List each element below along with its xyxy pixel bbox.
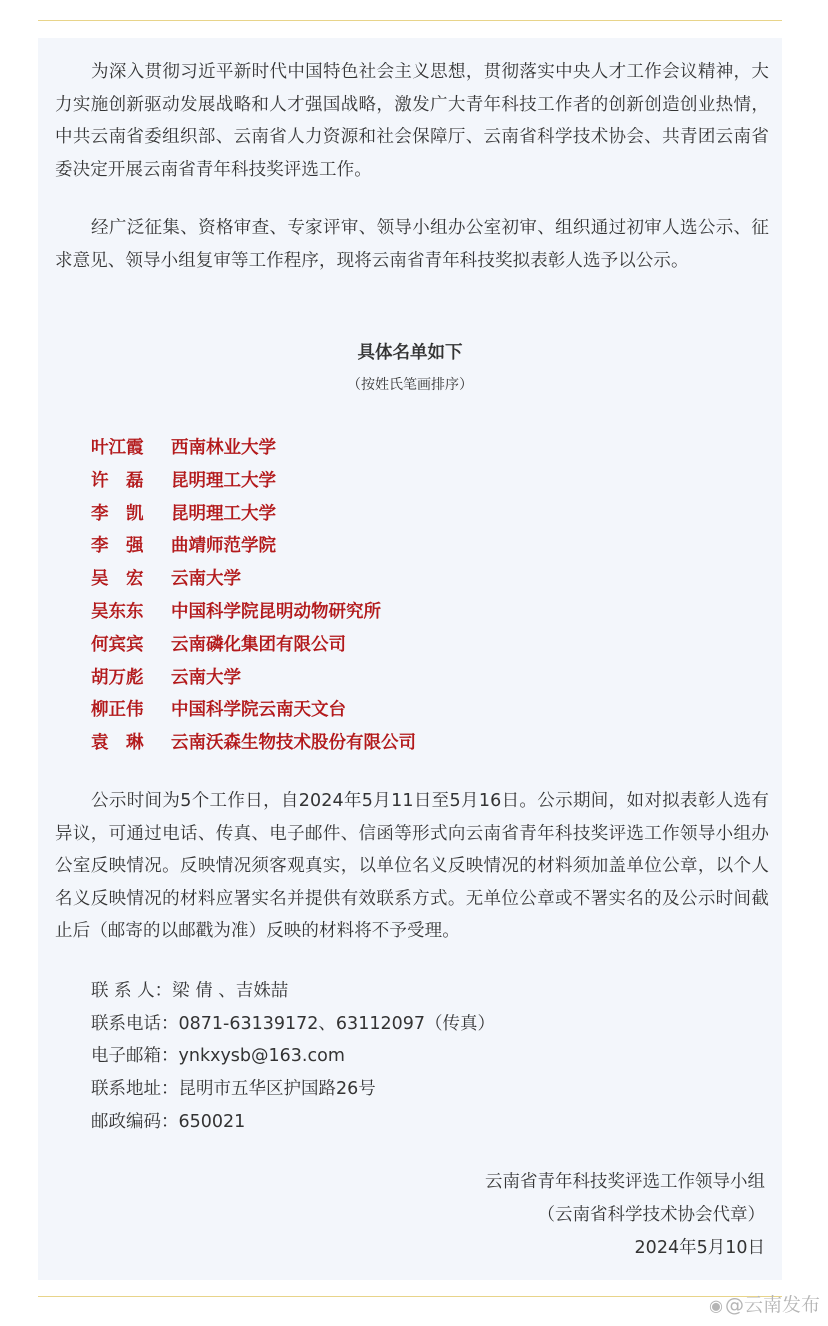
signature-seal: （云南省科学技术协会代章） <box>537 1205 765 1225</box>
intro-paragraph: 为深入贯彻习近平新时代中国特色社会主义思想，贯彻落实中央人才工作会议精神，大力实施创新驱动发展战略和人才强国战略，激发广大青年科技工作者的创新创造创业热情，中共云南省委组织部、云南省人力资源和社会保障厅、云南省科学技术协会、共青团云南省委决定开展云南省青年科技奖评选工作。 <box>55 62 769 180</box>
signature-org: 云南省青年科技奖评选工作领导小组 <box>485 1172 765 1192</box>
list-note: （按姓氏笔画排序） <box>347 377 473 393</box>
source-watermark <box>709 1290 820 1317</box>
weibo-icon: ◉ <box>709 1296 723 1315</box>
nominee-name: 吴 宏 <box>91 569 144 590</box>
nominee-row <box>91 694 416 727</box>
nominee-org: 云南沃森生物技术股份有限公司 <box>171 733 416 754</box>
top-divider <box>38 20 782 21</box>
nominee-org: 云南磷化集团有限公司 <box>171 634 346 655</box>
contact-email: 电子邮箱：ynkxysb@163.com <box>91 1046 345 1067</box>
nominee-name: 柳正伟 <box>91 700 144 721</box>
nominee-name: 叶江霞 <box>91 438 144 458</box>
nominee-org: 中国科学院云南天文台 <box>171 700 346 721</box>
nominee-row <box>91 727 416 760</box>
nominee-org: 云南大学 <box>171 569 241 590</box>
contact-phone: 联系电话：0871-63139172、63112097（传真） <box>91 1013 495 1034</box>
nominee-row <box>91 498 416 531</box>
bottom-divider <box>38 1296 782 1297</box>
nominee-name: 李 强 <box>91 536 144 557</box>
nominee-org: 云南大学 <box>171 667 241 688</box>
nominee-row <box>91 629 416 662</box>
nominee-row <box>91 465 416 498</box>
nominee-org: 中国科学院昆明动物研究所 <box>171 601 381 622</box>
nominee-org: 昆明理工大学 <box>171 470 276 491</box>
nominee-row <box>91 432 416 465</box>
nominee-row <box>91 662 416 695</box>
nominee-row <box>91 530 416 563</box>
signature-date: 2024年5月10日 <box>634 1238 765 1258</box>
nominee-name: 吴东东 <box>91 601 144 622</box>
notice-paragraph: 公示时间为5个工作日，自2024年5月11日至5月16日。公示期间，如对拟表彰人选有异议，可通过电话、传真、电子邮件、信函等形式向云南省青年科技奖评选工作领导小组办公室反映情况。反映情况须客观真实，以单位名义反映情况的材料须加盖单位公章，以个人名义反映情况的材料应署实名并提供有效联系方式。无单位公章或不署实名的及公示时间截止后（邮寄的以邮戳为准）反映的材料将不予受理。 <box>55 791 769 941</box>
nominee-name: 何宾宾 <box>91 634 144 655</box>
nominee-name: 胡万彪 <box>91 667 144 688</box>
nominee-org: 昆明理工大学 <box>171 503 276 524</box>
nominee-row <box>91 596 416 629</box>
nominee-list <box>91 432 416 760</box>
contact-person: 联 系 人：梁 倩 、吉姝喆 <box>91 981 289 1001</box>
contact-list <box>91 975 495 1138</box>
nominee-name: 李 凯 <box>91 503 144 524</box>
watermark-text: @云南发布 <box>724 1294 820 1316</box>
contact-postcode: 邮政编码：650021 <box>91 1111 246 1132</box>
nominee-org: 曲靖师范学院 <box>171 536 276 557</box>
process-paragraph: 经广泛征集、资格审查、专家评审、领导小组办公室初审、组织通过初审人选公示、征求意见、领导小组复审等工作程序，现将云南省青年科技奖拟表彰人选予以公示。 <box>55 218 769 271</box>
nominee-org: 西南林业大学 <box>171 438 276 458</box>
nominee-row <box>91 563 416 596</box>
announcement-panel <box>38 38 782 1280</box>
nominee-name: 袁 琳 <box>91 733 144 754</box>
list-heading: 具体名单如下 <box>357 343 463 363</box>
contact-address: 联系地址：昆明市五华区护国路26号 <box>91 1079 376 1100</box>
nominee-name: 许 磊 <box>91 470 144 491</box>
